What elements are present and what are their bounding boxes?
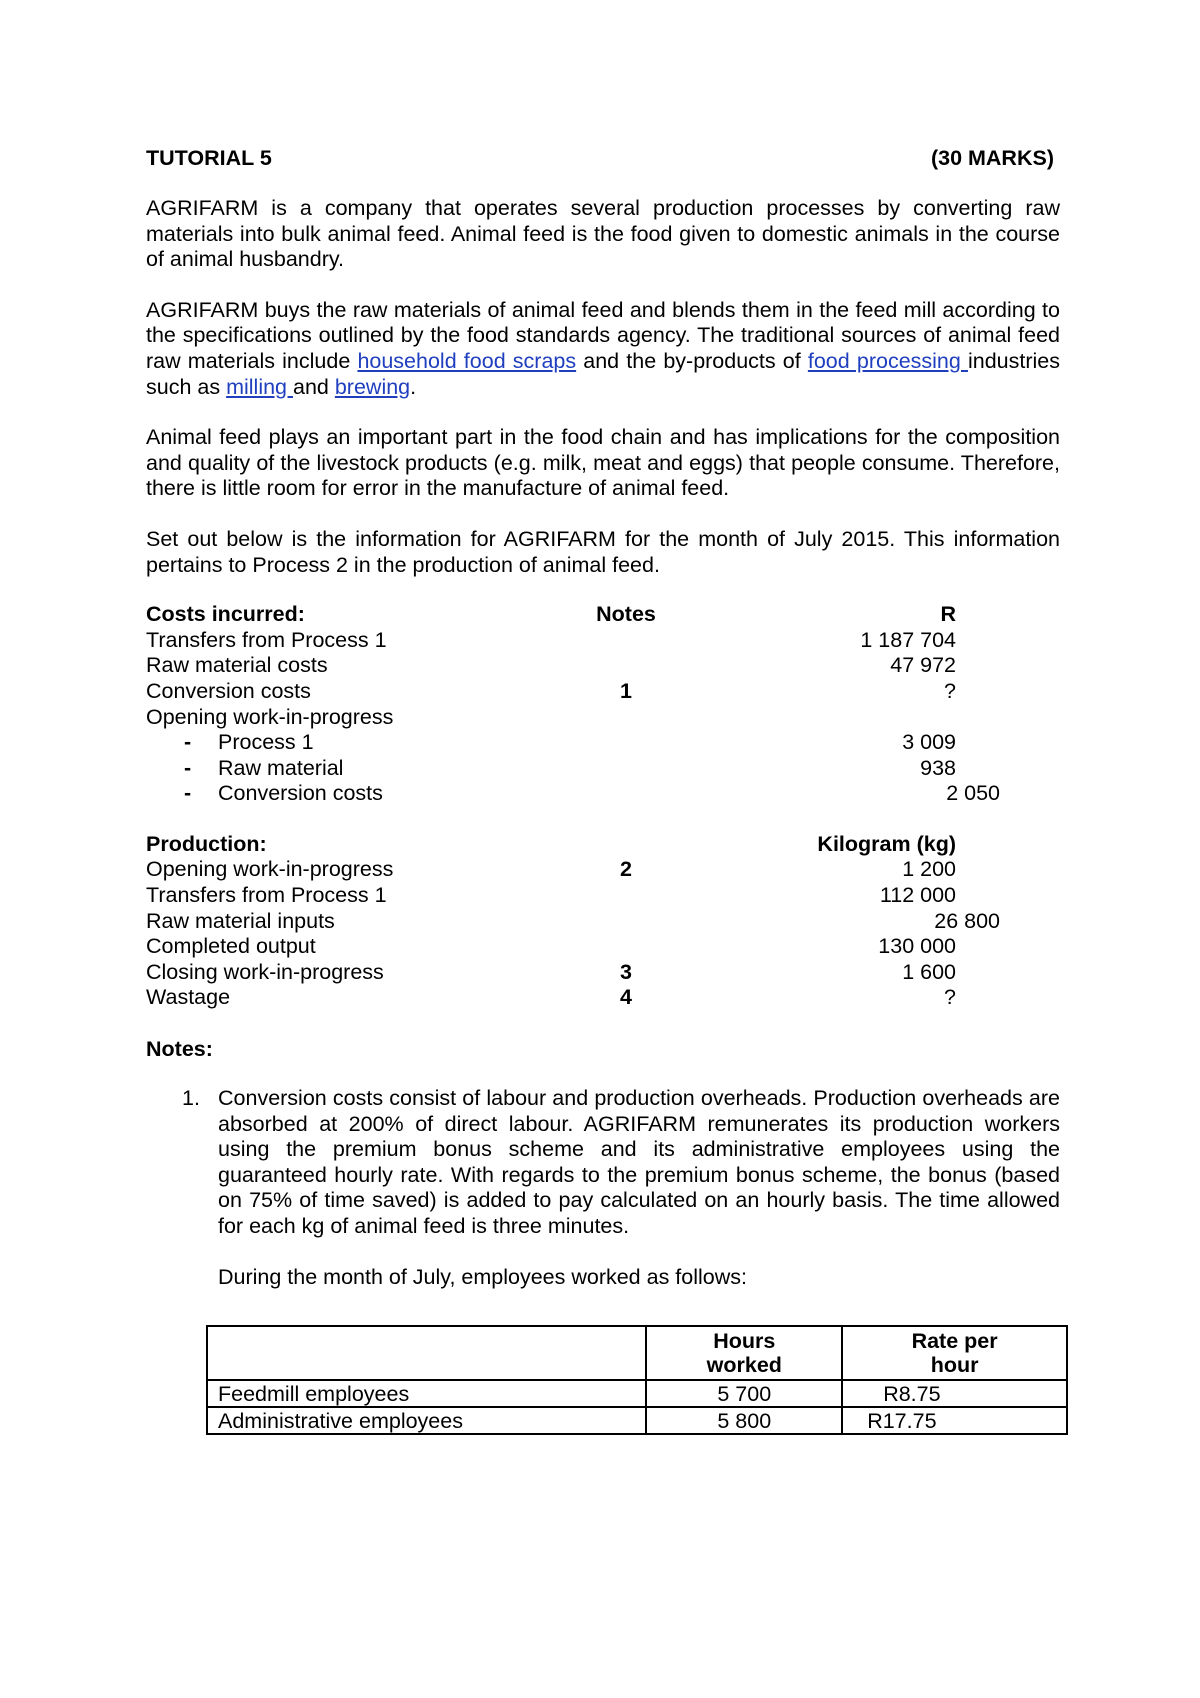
cost-row-value: ? xyxy=(944,678,956,703)
cost-sub-value: 2 050 xyxy=(946,781,1000,806)
cost-row xyxy=(146,679,1060,705)
production-table xyxy=(146,832,1060,1011)
bullet-dash: - xyxy=(184,730,192,755)
cost-row-label: Raw material costs xyxy=(146,653,328,678)
rate-header-line1: Rate per xyxy=(911,1329,998,1353)
paragraph-july-info: Set out below is the information for AGRIFARM for the month of July 2015. This information pertains to Process 2 in the production of animal feed. xyxy=(146,526,1060,577)
note-1-subtext: During the month of July, employees worked as follows: xyxy=(218,1264,747,1289)
rate-cell: R8.75 xyxy=(842,1380,1067,1407)
production-row-value: 1 600 xyxy=(902,959,956,984)
production-row-label: Raw material inputs xyxy=(146,908,335,933)
production-row-value: 1 200 xyxy=(902,857,956,882)
production-row-label: Opening work-in-progress xyxy=(146,857,394,882)
hours-cell: 5 700 xyxy=(646,1380,842,1407)
production-row-value: ? xyxy=(944,985,956,1010)
hours-header-line2: worked xyxy=(706,1353,782,1377)
p2-text-e: . xyxy=(410,374,417,399)
cost-sub-label: Raw material xyxy=(218,755,344,780)
production-row-label: Transfers from Process 1 xyxy=(146,883,387,908)
production-row-note: 2 xyxy=(620,857,632,882)
production-row-label: Completed output xyxy=(146,934,316,959)
production-row xyxy=(146,985,1060,1011)
notes-title: Notes: xyxy=(146,1037,213,1062)
cost-row-label: Conversion costs xyxy=(146,678,311,703)
cost-sub-row xyxy=(146,730,1060,756)
table-row xyxy=(207,1380,1067,1407)
total-marks: (30 MARKS) xyxy=(930,146,1054,170)
production-row-note: 4 xyxy=(620,985,632,1010)
production-row-value: 112 000 xyxy=(879,883,956,908)
notes-item-1 xyxy=(146,1086,1060,1290)
cost-sub-row xyxy=(146,781,1060,807)
rate-cell: R17.75 xyxy=(842,1407,1067,1434)
cost-row-label: Opening work-in-progress xyxy=(146,704,394,729)
cost-row-note: 1 xyxy=(620,678,632,703)
cost-row xyxy=(146,653,1060,679)
p2-text-a: AGRIFARM buys the raw materials of animal feed and blends them in the feed mill according to the specifications outlined by the food standards agency. The traditional sources of animal feed raw materials include xyxy=(146,297,1060,373)
paragraph-raw-materials xyxy=(146,298,1060,400)
cost-sub-row xyxy=(146,756,1060,782)
tutorial-title: TUTORIAL 5 xyxy=(146,146,272,170)
costs-header-row xyxy=(146,602,1060,628)
cost-row-label: Transfers from Process 1 xyxy=(146,627,387,652)
production-row xyxy=(146,883,1060,909)
paragraph-intro: AGRIFARM is a company that operates several production processes by converting raw materials into bulk animal feed. Animal feed is the food given to domestic animals in the course of animal husbandry. xyxy=(146,196,1060,272)
production-row xyxy=(146,934,1060,960)
cost-sub-label: Conversion costs xyxy=(218,781,383,806)
production-row-note: 3 xyxy=(620,959,632,984)
cost-sub-label: Process 1 xyxy=(218,730,314,755)
production-row-label: Closing work-in-progress xyxy=(146,959,384,984)
rate-header-line2: hour xyxy=(930,1353,979,1377)
kilogram-column-header: Kilogram (kg) xyxy=(817,831,956,856)
link-food-processing[interactable]: food processing xyxy=(807,348,968,373)
bullet-dash: - xyxy=(184,755,192,780)
cost-sub-value: 3 009 xyxy=(902,730,956,755)
costs-table xyxy=(146,602,1060,807)
note-number: 1. xyxy=(182,1086,200,1111)
table-header-blank xyxy=(207,1326,646,1380)
costs-header-label: Costs incurred: xyxy=(146,602,305,627)
production-row xyxy=(146,857,1060,883)
production-row-value: 26 800 xyxy=(934,908,1000,933)
cost-row-value: 47 972 xyxy=(890,653,956,678)
employee-type-cell: Feedmill employees xyxy=(207,1380,646,1407)
link-milling[interactable]: milling xyxy=(226,374,293,399)
cost-row xyxy=(146,628,1060,654)
paragraph-food-chain: Animal feed plays an important part in the food chain and has implications for the composition and quality of the livestock products (e.g. milk, meat and eggs) that people consume. Therefore, there is little room for error in the manufacture of animal feed. xyxy=(146,425,1060,501)
notes-column-header: Notes xyxy=(596,602,656,627)
production-row xyxy=(146,909,1060,935)
currency-column-header: R xyxy=(940,602,956,627)
link-household-food-scraps[interactable]: household food scraps xyxy=(357,348,577,373)
hours-header-line1: Hours xyxy=(713,1329,776,1353)
cost-sub-value: 938 xyxy=(920,755,956,780)
note-1-text: Conversion costs consist of labour and production overheads. Production overheads are absorbed at 200% of direct labour. AGRIFARM remunerates its production workers using the premium bonus scheme and its administrative employees using the guaranteed hourly rate. With regards to the premium bonus scheme, the bonus (based on 75% of time saved) is added to pay calculated on an hourly basis. The time allowed for each kg of animal feed is three minutes. xyxy=(218,1086,1060,1238)
production-row-value: 130 000 xyxy=(878,934,956,959)
employee-type-cell: Administrative employees xyxy=(207,1407,646,1434)
production-header-row xyxy=(146,832,1060,858)
title-line xyxy=(146,146,1060,172)
bullet-dash: - xyxy=(184,781,192,806)
table-header-row xyxy=(207,1326,1067,1380)
link-brewing[interactable]: brewing xyxy=(334,374,411,399)
p2-text-b: and the by-products of xyxy=(576,348,808,373)
employees-hours-table xyxy=(206,1325,1068,1435)
p2-text-d: and xyxy=(292,374,335,399)
hours-worked-header xyxy=(646,1326,842,1380)
production-row xyxy=(146,960,1060,986)
document-content xyxy=(146,146,1060,1290)
production-row-label: Wastage xyxy=(146,985,231,1010)
cost-row-value: 1 187 704 xyxy=(860,627,956,652)
hours-cell: 5 800 xyxy=(646,1407,842,1434)
cost-row xyxy=(146,705,1060,731)
table-row xyxy=(207,1407,1067,1434)
rate-per-hour-header xyxy=(842,1326,1067,1380)
production-header-label: Production: xyxy=(146,831,267,856)
p2-text-c: industries such as xyxy=(146,348,1060,399)
